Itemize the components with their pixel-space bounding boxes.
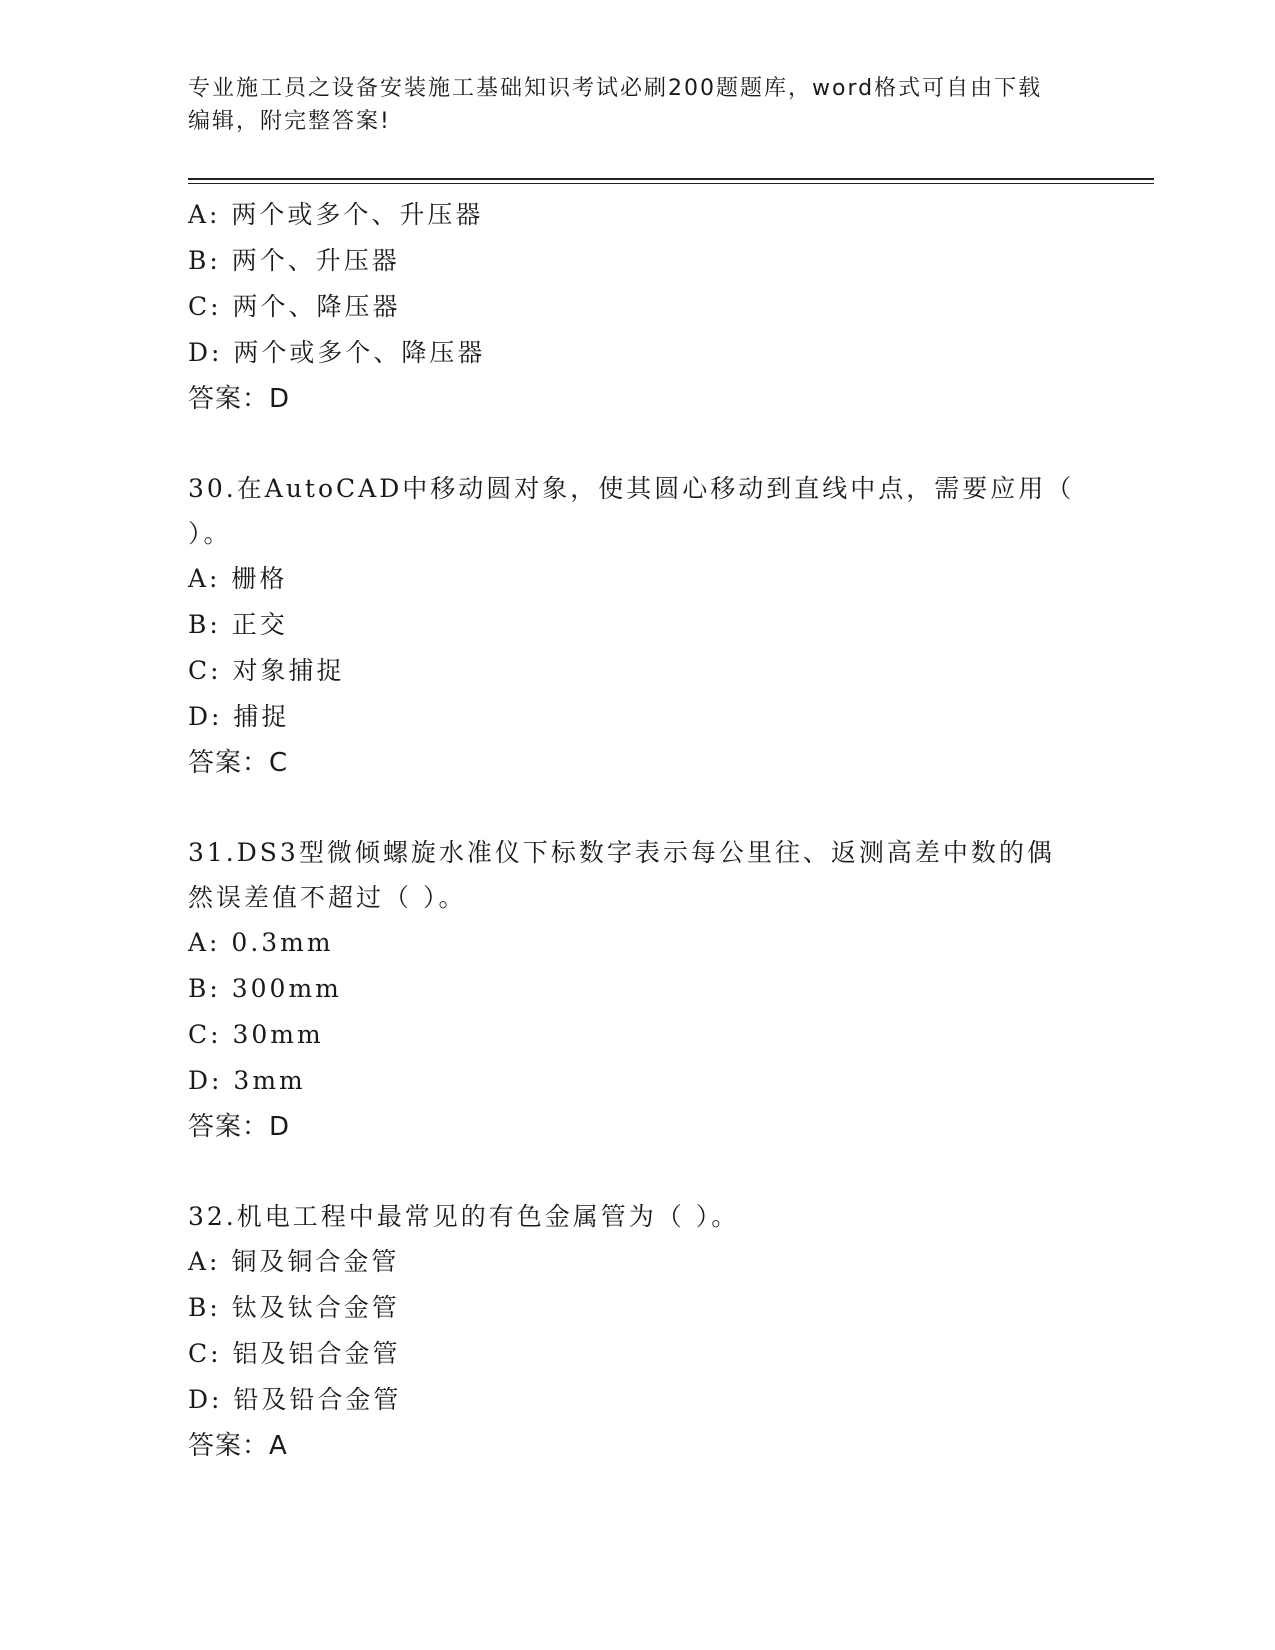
question-text xyxy=(188,830,1068,920)
option-b: B: 两个、升压器 xyxy=(188,246,400,275)
spacer xyxy=(188,422,1068,466)
question-32 xyxy=(188,1194,1068,1469)
spacer xyxy=(188,1150,1068,1194)
option-a: A: 铜及铜合金管 xyxy=(188,1247,400,1276)
question-text-line-1: 30.在AutoCAD中移动圆对象，使其圆心移动到直线中点，需要应用（ xyxy=(188,474,1075,503)
header-line-1: 专业施工员之设备安装施工基础知识考试必刷200题题库，word格式可自由下载 xyxy=(188,76,1043,101)
option-a: A: 0.3mm xyxy=(188,928,334,957)
question-list xyxy=(188,192,1075,1469)
option-d: D: 3mm xyxy=(188,1066,306,1095)
option-c: C: 30mm xyxy=(188,1020,324,1049)
question-31 xyxy=(188,830,1068,1150)
option-b: B: 钛及钛合金管 xyxy=(188,1293,400,1322)
option-c: C: 两个、降压器 xyxy=(188,292,401,321)
option-a: A: 栅格 xyxy=(188,564,288,593)
option-b: B: 300mm xyxy=(188,974,342,1003)
answer-label: 答案：D xyxy=(188,1112,291,1142)
question-text-line-2: ）。 xyxy=(188,519,232,548)
question-text-line-2: 然误差值不超过（ ）。 xyxy=(188,883,467,912)
header-line-2: 编辑，附完整答案! xyxy=(188,109,391,134)
spacer xyxy=(188,786,1068,830)
question-29-continued xyxy=(188,192,1068,422)
answer-label: 答案：D xyxy=(188,384,291,414)
question-text xyxy=(188,1194,1068,1239)
option-d: D: 铅及铅合金管 xyxy=(188,1385,402,1414)
option-c: C: 铝及铝合金管 xyxy=(188,1339,401,1368)
question-30 xyxy=(188,466,1075,786)
option-a: A: 两个或多个、升压器 xyxy=(188,200,484,229)
option-c: C: 对象捕捉 xyxy=(188,656,345,685)
option-b: B: 正交 xyxy=(188,610,288,639)
header-divider-thick xyxy=(188,178,1154,180)
header-divider-thin xyxy=(188,183,1154,184)
option-d: D: 捕捉 xyxy=(188,702,290,731)
question-text-line-1: 31.DS3型微倾螺旋水准仪下标数字表示每公里往、返测高差中数的偶 xyxy=(188,838,1055,867)
question-text xyxy=(188,466,1075,556)
answer-label: 答案：C xyxy=(188,748,289,778)
question-text-line-1: 32.机电工程中最常见的有色金属管为（ ）。 xyxy=(188,1202,740,1231)
answer-label: 答案：A xyxy=(188,1431,288,1461)
document-header xyxy=(188,72,1068,138)
option-d: D: 两个或多个、降压器 xyxy=(188,338,486,367)
